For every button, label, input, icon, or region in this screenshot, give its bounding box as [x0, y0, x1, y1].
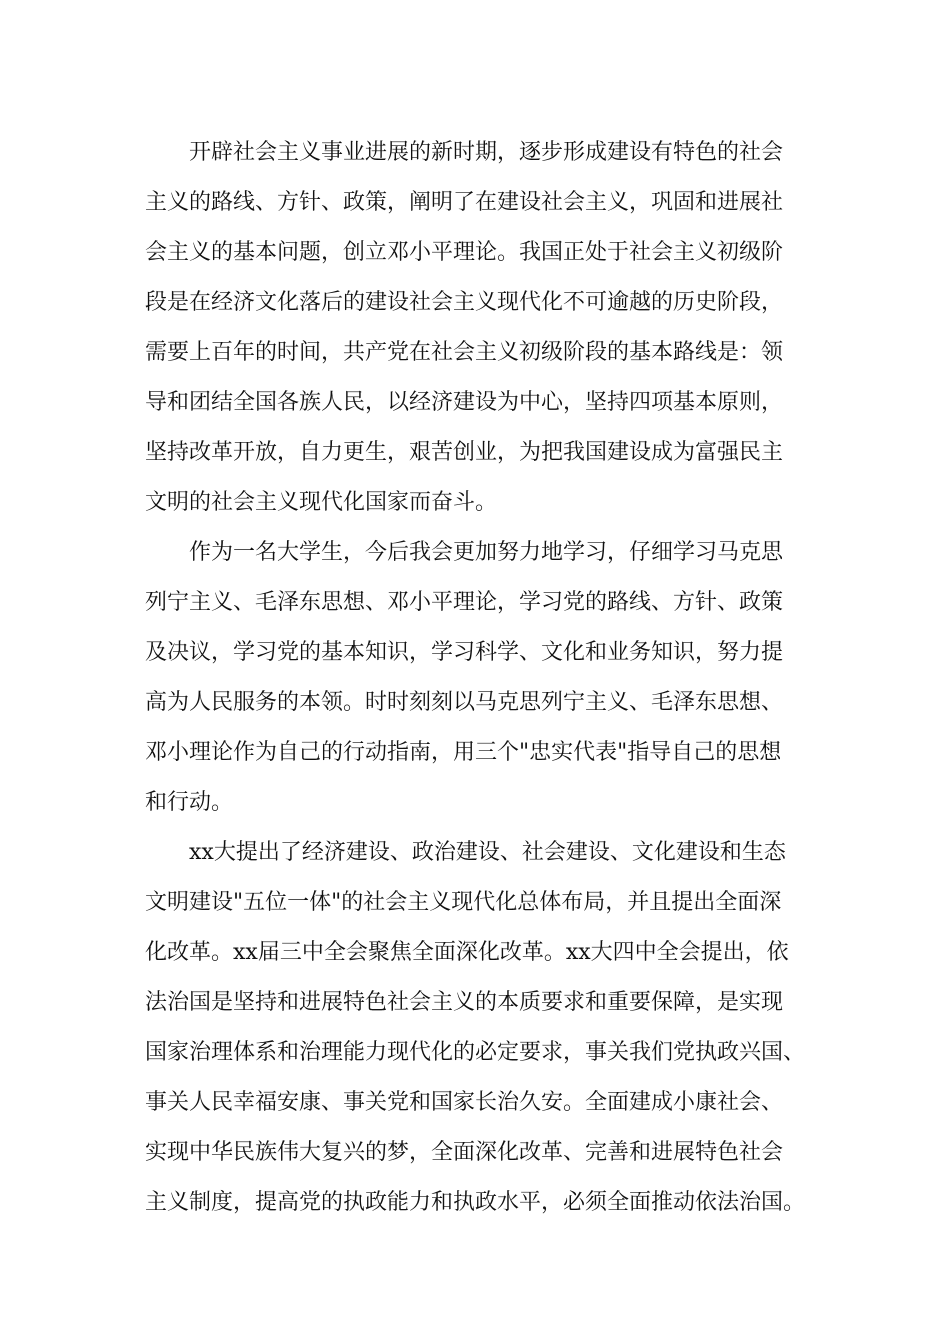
text-line: 文明的社会主义现代化国家而奋斗。	[145, 490, 498, 515]
text-line: 作为一名大学生，今后我会更加努力地学习，仔细学习马克思	[189, 540, 784, 565]
text-line: 主义制度，提高党的执政能力和执政水平，必须全面推动依法治国。	[145, 1190, 806, 1215]
text-line: 实现中华民族伟大复兴的梦，全面深化改革、完善和进展特色社会	[145, 1140, 784, 1165]
paragraph-3	[145, 828, 815, 1228]
paragraph-1	[145, 128, 815, 528]
text-line: 邓小理论作为自己的行动指南，用三个"忠实代表"指导自己的思想	[145, 740, 782, 765]
text-line: 化改革。xx届三中全会聚焦全面深化改革。xx大四中全会提出，依	[145, 940, 789, 965]
text-line: 国家治理体系和治理能力现代化的必定要求，事关我们党执政兴国、	[145, 1040, 806, 1065]
text-line: xx大提出了经济建设、政治建设、社会建设、文化建设和生态	[189, 840, 786, 865]
text-line: 列宁主义、毛泽东思想、邓小平理论，学习党的路线、方针、政策	[145, 590, 784, 615]
document-body	[145, 128, 815, 1228]
text-line: 高为人民服务的本领。时时刻刻以马克思列宁主义、毛泽东思想、	[145, 690, 784, 715]
text-line: 和行动。	[145, 790, 234, 815]
paragraph-2	[145, 528, 815, 828]
text-line: 事关人民幸福安康、事关党和国家长治久安。全面建成小康社会、	[145, 1090, 784, 1115]
text-line: 坚持改革开放，自力更生，艰苦创业，为把我国建设成为富强民主	[145, 440, 784, 465]
text-line: 需要上百年的时间，共产党在社会主义初级阶段的基本路线是：领	[145, 340, 784, 365]
text-line: 段是在经济文化落后的建设社会主义现代化不可逾越的历史阶段，	[145, 290, 784, 315]
text-line: 会主义的基本问题，创立邓小平理论。我国正处于社会主义初级阶	[145, 240, 784, 265]
text-line: 法治国是坚持和进展特色社会主义的本质要求和重要保障，是实现	[145, 990, 784, 1015]
text-line: 文明建设"五位一体"的社会主义现代化总体布局，并且提出全面深	[145, 890, 782, 915]
text-line: 及决议，学习党的基本知识，学习科学、文化和业务知识，努力提	[145, 640, 784, 665]
text-line: 导和团结全国各族人民，以经济建设为中心，坚持四项基本原则，	[145, 390, 784, 415]
text-line: 开辟社会主义事业进展的新时期，逐步形成建设有特色的社会	[189, 140, 784, 165]
text-line: 主义的路线、方针、政策，阐明了在建设社会主义，巩固和进展社	[145, 190, 784, 215]
